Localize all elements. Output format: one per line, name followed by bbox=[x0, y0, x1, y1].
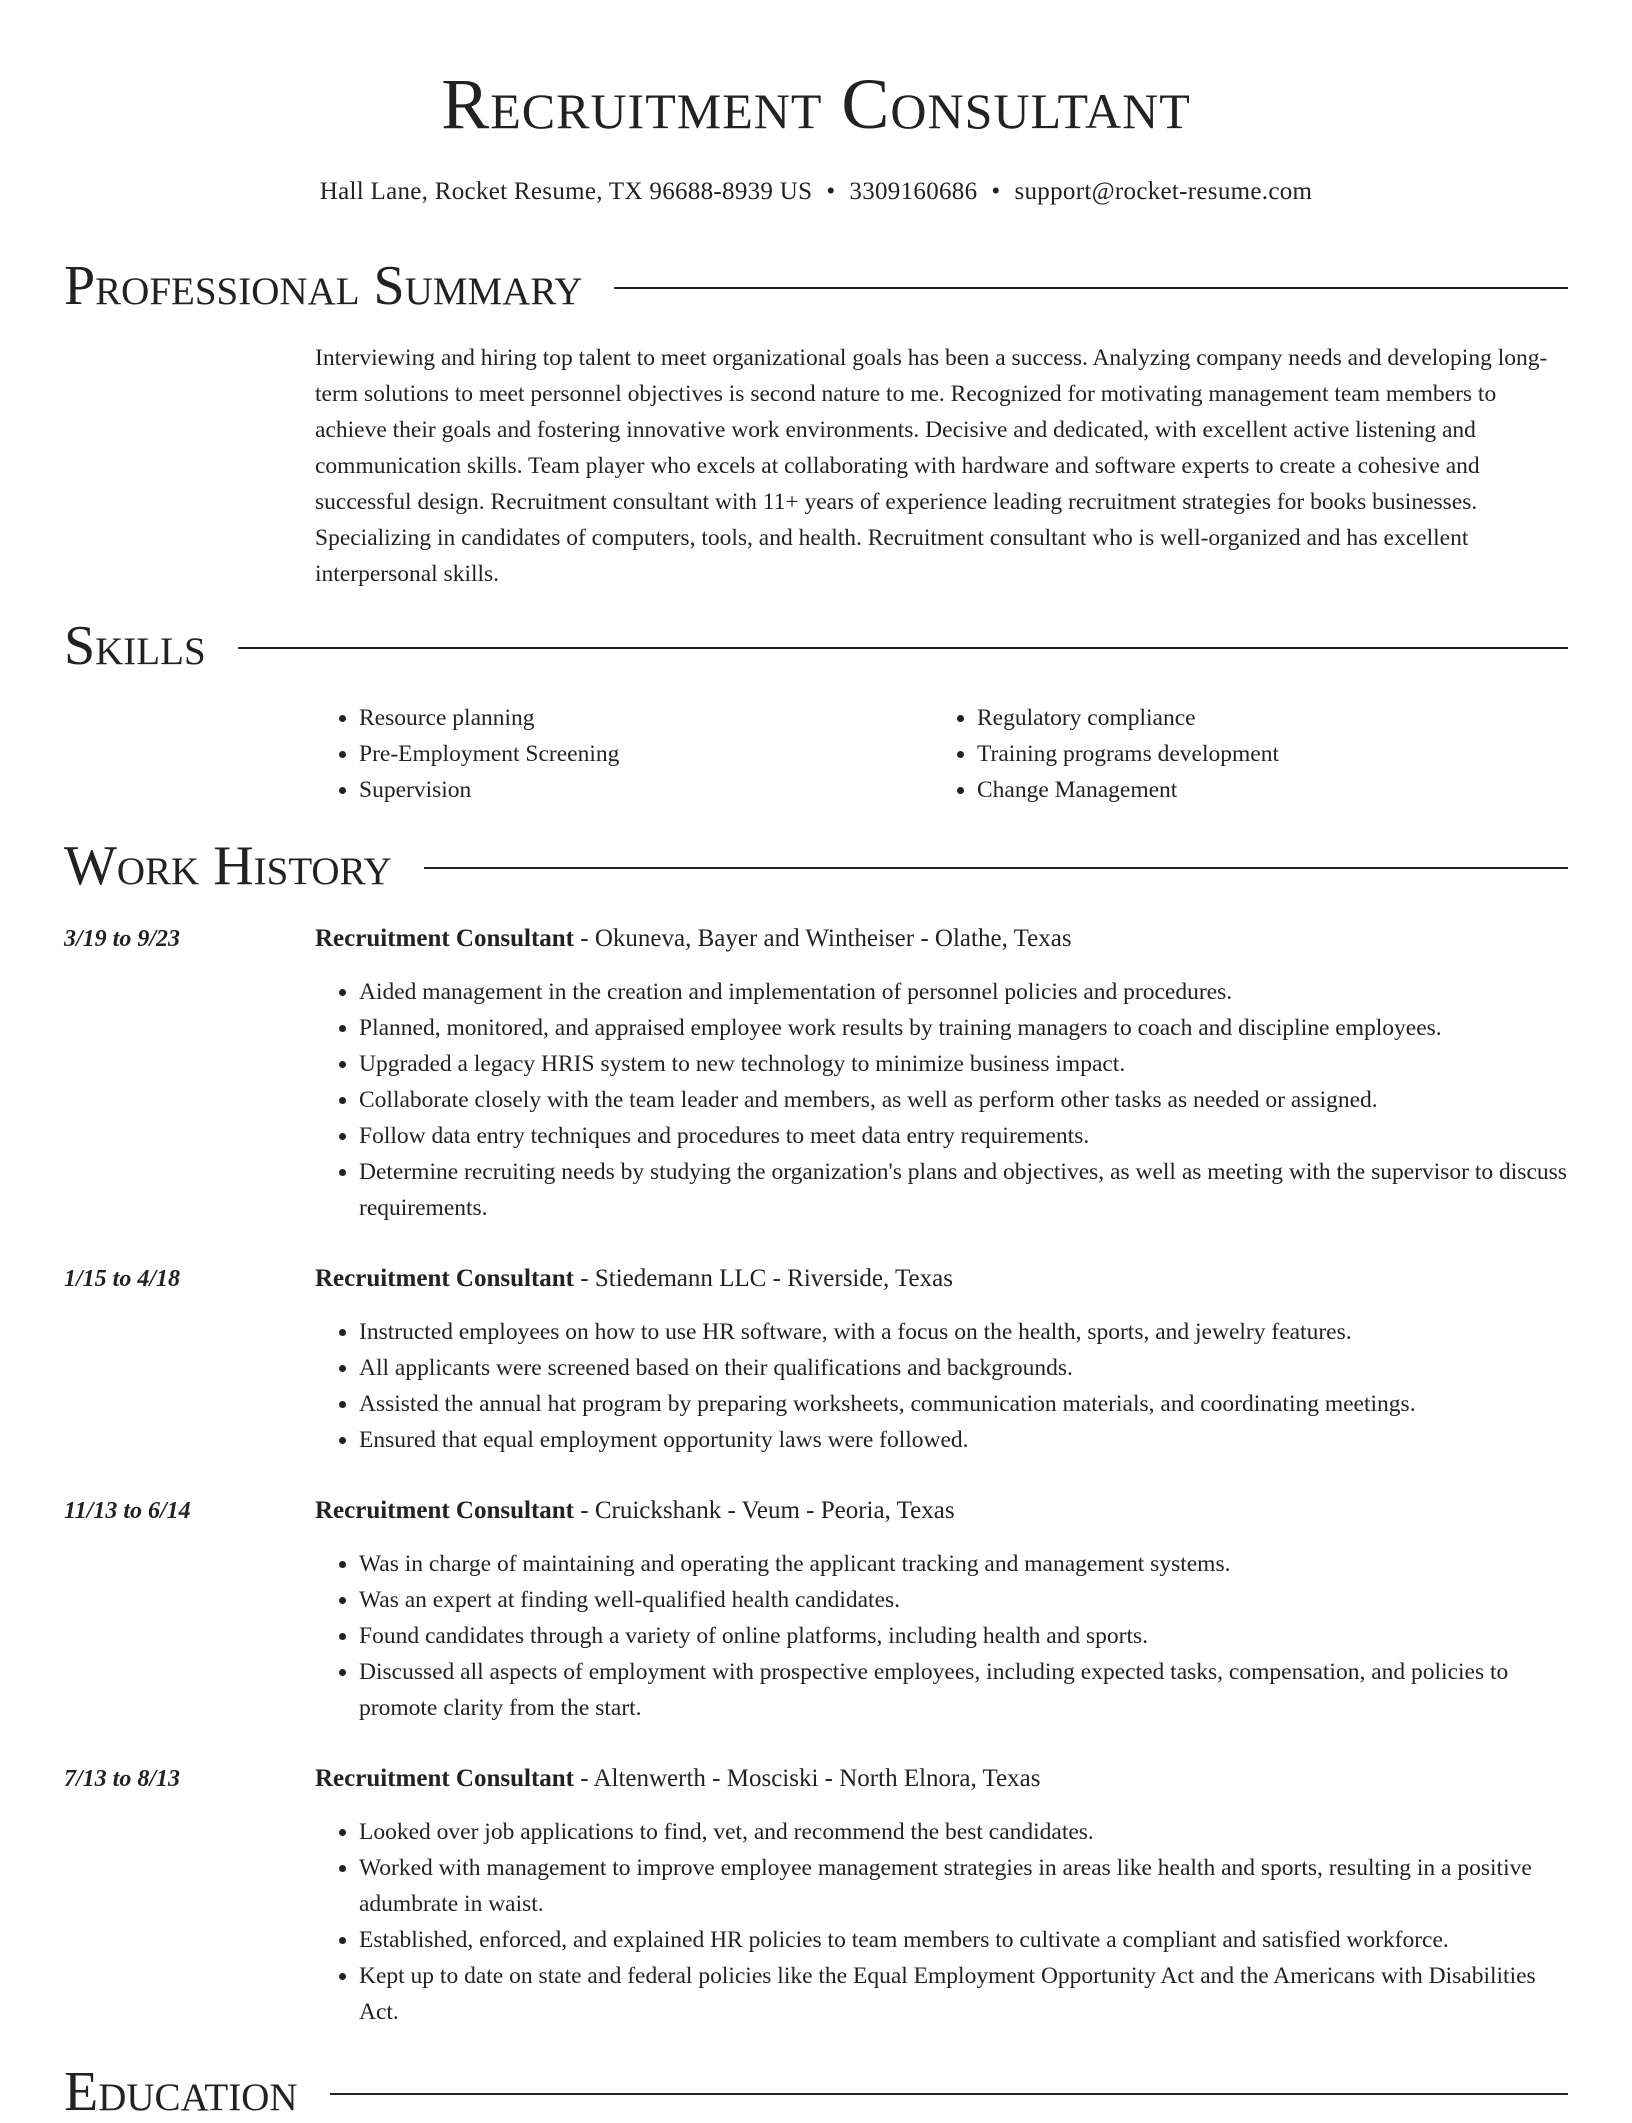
job-role: Recruitment Consultant bbox=[315, 1765, 575, 1792]
skill-item: • Supervision bbox=[359, 772, 933, 808]
job-title bbox=[315, 923, 1072, 955]
job-bullets bbox=[315, 1814, 1570, 2030]
work-section-header bbox=[64, 836, 1568, 896]
contact-address: Hall Lane, Rocket Resume, TX 96688-8939 US bbox=[319, 178, 813, 205]
job-employer: - Altenwerth - Mosciski - North Elnora, Texas bbox=[574, 1765, 1041, 1792]
candidate-name: Recruitment Consultant bbox=[441, 64, 1191, 144]
job-bullets bbox=[315, 1546, 1570, 1726]
job-bullet: • Kept up to date on state and federal policies like the Equal Employment Opportunity Act and the Americans with Disabilities Act. bbox=[359, 1958, 1570, 2030]
skill-item: • Change Management bbox=[977, 772, 1551, 808]
skills-section-header bbox=[64, 616, 1568, 676]
contact-email[interactable]: support@rocket-resume.com bbox=[1014, 178, 1313, 205]
skills-column-left bbox=[315, 700, 933, 808]
job-bullets bbox=[315, 974, 1570, 1226]
job-bullet: • Follow data entry techniques and procedures to meet data entry requirements. bbox=[359, 1118, 1570, 1154]
skill-item: • Pre-Employment Screening bbox=[359, 736, 933, 772]
job-dates: 1/15 to 4/18 bbox=[64, 1266, 181, 1292]
job-bullet: • Aided management in the creation and implementation of personnel policies and procedures. bbox=[359, 974, 1570, 1010]
job-bullet: • Instructed employees on how to use HR software, with a focus on the health, sports, and jewelry features. bbox=[359, 1314, 1570, 1350]
section-divider bbox=[330, 2093, 1568, 2095]
skills-column-right bbox=[933, 700, 1551, 808]
job-role: Recruitment Consultant bbox=[315, 1265, 575, 1292]
education-heading: Education bbox=[64, 2061, 298, 2123]
job-role: Recruitment Consultant bbox=[315, 925, 575, 952]
job-employer: - Stiedemann LLC - Riverside, Texas bbox=[574, 1265, 953, 1292]
summary-section-header bbox=[64, 256, 1568, 316]
job-dates: 11/13 to 6/14 bbox=[64, 1498, 191, 1524]
work-heading: Work History bbox=[64, 835, 392, 897]
contact-line bbox=[0, 176, 1632, 208]
job-bullet: • All applicants were screened based on their qualifications and backgrounds. bbox=[359, 1350, 1570, 1386]
job-bullet: • Determine recruiting needs by studying the organization's plans and objectives, as well as meeting with the supervisor to discuss requirements. bbox=[359, 1154, 1570, 1226]
job-bullet: • Upgraded a legacy HRIS system to new technology to minimize business impact. bbox=[359, 1046, 1570, 1082]
job-bullet: • Assisted the annual hat program by preparing worksheets, communication materials, and coordinating meetings. bbox=[359, 1386, 1570, 1422]
education-section-header bbox=[64, 2062, 1568, 2122]
job-title bbox=[315, 1763, 1040, 1795]
skill-item: • Resource planning bbox=[359, 700, 933, 736]
summary-heading: Professional Summary bbox=[64, 255, 583, 317]
job-employer: - Cruickshank - Veum - Peoria, Texas bbox=[574, 1497, 955, 1524]
job-dates: 3/19 to 9/23 bbox=[64, 926, 181, 952]
job-employer: - Okuneva, Bayer and Wintheiser - Olathe, Texas bbox=[574, 925, 1072, 952]
skill-item: • Training programs development bbox=[977, 736, 1551, 772]
job-role: Recruitment Consultant bbox=[315, 1497, 575, 1524]
job-bullet: • Looked over job applications to find, vet, and recommend the best candidates. bbox=[359, 1814, 1570, 1850]
skills-list bbox=[315, 700, 1570, 808]
contact-separator: • bbox=[826, 178, 836, 205]
skill-item: • Regulatory compliance bbox=[977, 700, 1551, 736]
summary-text: Interviewing and hiring top talent to meet organizational goals has been a success. Analyzing company needs and developing long-term solutions to meet personnel objectives is second nature to me. Recognized for motivating management team members to achieve their goals and fostering innovative work environments. Decisive and dedicated, with excellent active listening and communication skills. Team player who excels at collaborating with hardware and software experts to create a cohesive and successful design. Recruitment consultant with 11+ years of experience leading recruitment strategies for books businesses. Specializing in candidates of computers, tools, and health. Recruitment consultant who is well-organized and has excellent interpersonal skills. bbox=[315, 345, 1548, 587]
job-bullet: • Was in charge of maintaining and operating the applicant tracking and management systems. bbox=[359, 1546, 1570, 1582]
contact-separator: • bbox=[991, 178, 1001, 205]
job-bullet: • Collaborate closely with the team leader and members, as well as perform other tasks as needed or assigned. bbox=[359, 1082, 1570, 1118]
job-bullet: • Established, enforced, and explained HR policies to team members to cultivate a compliant and satisfied workforce. bbox=[359, 1922, 1570, 1958]
job-bullet: • Discussed all aspects of employment with prospective employees, including expected tasks, compensation, and policies to promote clarity from the start. bbox=[359, 1654, 1570, 1726]
section-divider bbox=[238, 647, 1568, 649]
job-bullet: • Planned, monitored, and appraised employee work results by training managers to coach and discipline employees. bbox=[359, 1010, 1570, 1046]
contact-phone[interactable]: 3309160686 bbox=[849, 178, 978, 205]
section-divider bbox=[614, 287, 1568, 289]
job-bullet: • Was an expert at finding well-qualified health candidates. bbox=[359, 1582, 1570, 1618]
job-dates: 7/13 to 8/13 bbox=[64, 1766, 181, 1792]
section-divider bbox=[424, 867, 1568, 869]
job-title bbox=[315, 1495, 955, 1527]
job-bullet: • Worked with management to improve employee management strategies in areas like health and sports, resulting in a positive adumbrate in waist. bbox=[359, 1850, 1570, 1922]
job-title bbox=[315, 1263, 953, 1295]
job-bullet: • Ensured that equal employment opportunity laws were followed. bbox=[359, 1422, 1570, 1458]
job-bullets bbox=[315, 1314, 1570, 1458]
skills-heading: Skills bbox=[64, 615, 206, 677]
job-bullet: • Found candidates through a variety of online platforms, including health and sports. bbox=[359, 1618, 1570, 1654]
